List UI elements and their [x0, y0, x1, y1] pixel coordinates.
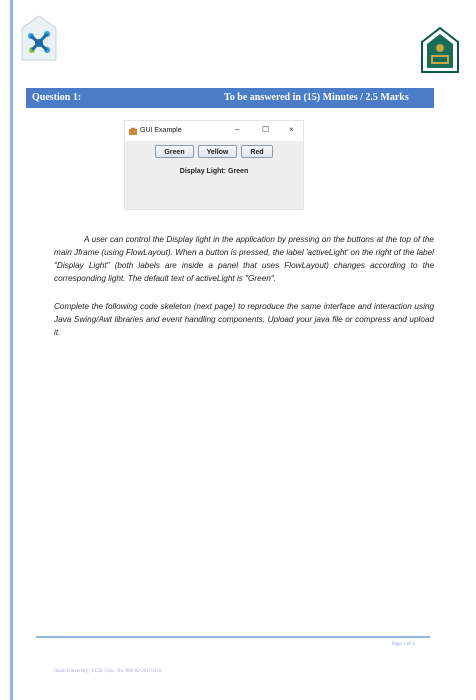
- button-panel: [125, 145, 303, 158]
- page-number: Page 1 of 3: [392, 642, 415, 647]
- green-button[interactable]: Green: [155, 145, 193, 158]
- display-light-label: Display Light:: [179, 168, 227, 175]
- university-emblem-icon: [420, 26, 460, 74]
- question-header-bar: [26, 88, 434, 108]
- window-titlebar: [125, 121, 303, 141]
- red-button[interactable]: Red: [241, 145, 272, 158]
- paragraph-instructions: Complete the following code skeleton (next page) to reproduce the same interface and interaction using Java Swing/Awt libraries and event handling components. Upload your java file or compress and upload it.: [54, 302, 434, 337]
- window-title: GUI Example: [140, 127, 182, 134]
- maximize-button[interactable]: ☐: [262, 125, 270, 134]
- gui-example-window: [124, 120, 304, 210]
- active-light-label: Green: [228, 168, 249, 175]
- display-panel: [125, 168, 303, 175]
- close-button[interactable]: ×: [289, 125, 294, 134]
- minimize-button[interactable]: –: [235, 125, 240, 134]
- time-marks-label: To be answered in (15) Minutes / 2.5 Marks: [224, 92, 409, 103]
- java-app-icon: [129, 127, 137, 135]
- college-logo-icon: [20, 14, 58, 66]
- footer-rule: [36, 636, 430, 638]
- yellow-button[interactable]: Yellow: [198, 145, 238, 158]
- paragraph-description: A user can control the Display light in the application by pressing on the buttons at the top of the main Jframe (using FlowLayout). When a button is pressed, the label 'activeLight' on the right of the label "Display Light" (both labels are inside a panel that uses FlowLayout) changes according to the corresponding light. The default text of activeLight is "Green".: [54, 235, 434, 283]
- question-label: Question 1:: [32, 92, 82, 103]
- left-margin-rule: [10, 0, 13, 700]
- footer-doc-info: Imam University | CCIS | Doc. No. 006-02-20170316: [54, 669, 162, 674]
